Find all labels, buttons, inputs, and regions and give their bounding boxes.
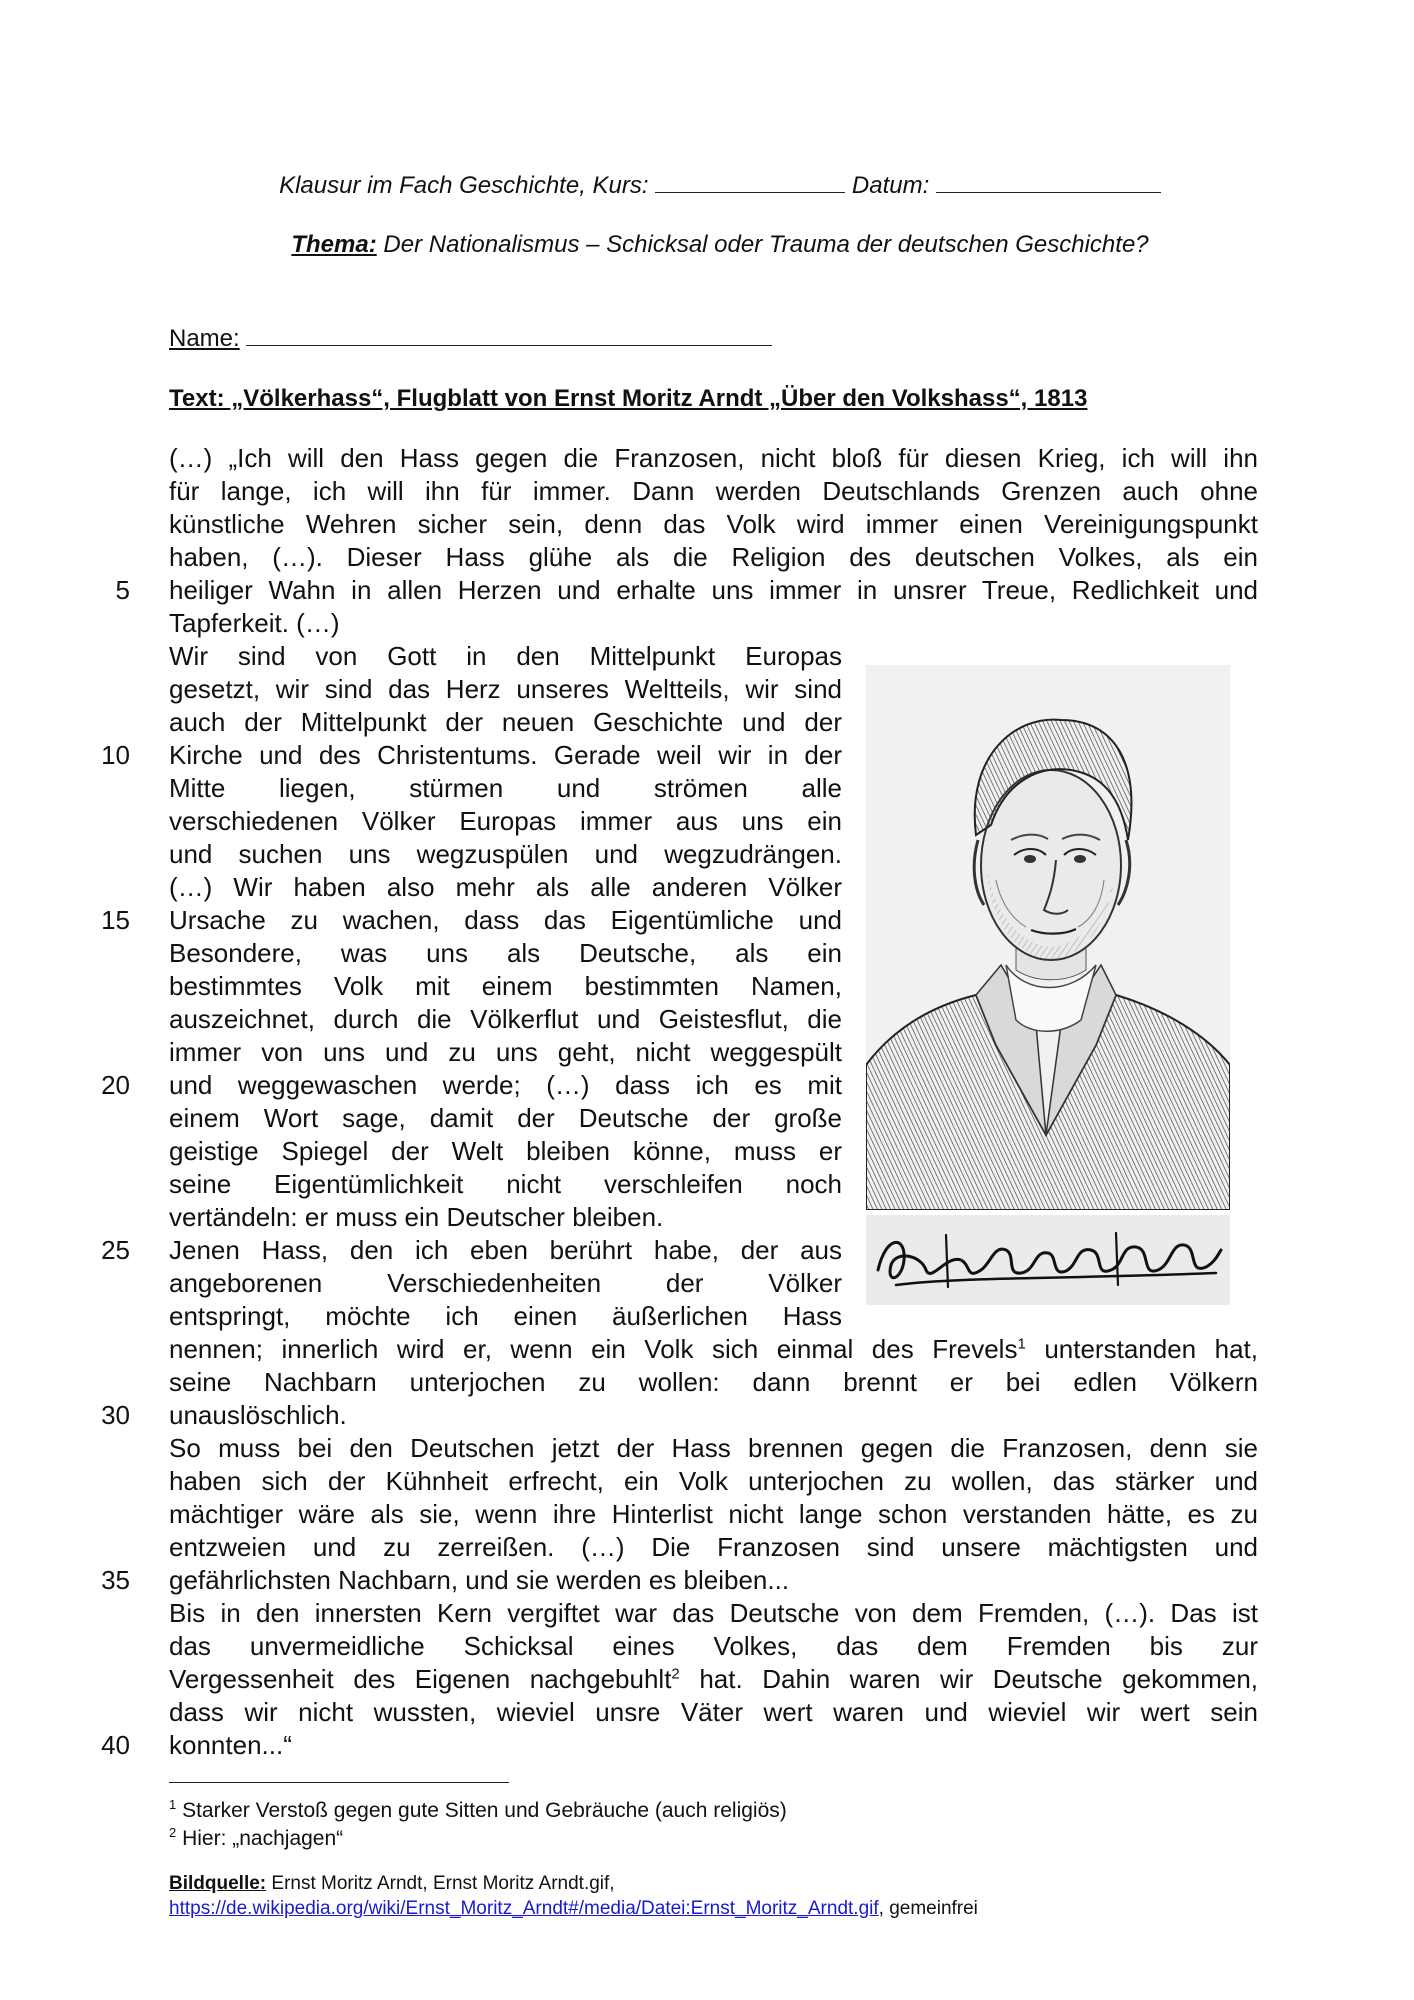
- text-line: Mitte liegen, stürmen und strömen alle: [169, 773, 842, 803]
- text-line: (…) Wir haben also mehr als alle anderen Völker: [169, 872, 842, 902]
- bildquelle-label: Bildquelle:: [169, 1873, 267, 1894]
- thema-line: [170, 230, 1270, 260]
- signature-icon: [866, 1215, 1230, 1305]
- text-line: heiliger Wahn in allen Herzen und erhalte uns immer in unsrer Treue, Redlichkeit und: [169, 575, 1258, 605]
- footnote-item: [169, 1797, 787, 1825]
- text-fragment: unterstanden hat,: [1044, 1334, 1258, 1364]
- text-line: gesetzt, wir sind das Herz unseres Weltteils, wir sind: [169, 674, 842, 704]
- text-line: einem Wort sage, damit der Deutsche der große: [169, 1103, 842, 1133]
- text-line: und suchen uns wegzuspülen und wegzudrängen.: [169, 839, 842, 869]
- name-label: Name:: [169, 325, 240, 352]
- bildquelle-text: Ernst Moritz Arndt, Ernst Moritz Arndt.gif,: [271, 1873, 615, 1894]
- text-fragment: Vergessenheit des Eigenen nachgebuhlt: [169, 1664, 672, 1694]
- text-line: Bis in den innersten Kern vergiftet war das Deutsche von dem Fremden, (…). Das ist: [169, 1598, 1258, 1628]
- text-line: haben sich der Kühnheit erfrecht, ein Volk unterjochen zu wollen, das stärker und: [169, 1466, 1258, 1496]
- bildquelle-link[interactable]: https://de.wikipedia.org/wiki/Ernst_Moritz_Arndt#/media/Datei:Ernst_Moritz_Arndt.gif: [169, 1898, 879, 1919]
- text-line: mächtiger wäre als sie, wenn ihre Hinterlist nicht lange schon verstanden hätte, es zu: [169, 1499, 1258, 1529]
- footnote-number: 1: [169, 1797, 177, 1812]
- footnote-ref[interactable]: 1: [1017, 1335, 1026, 1353]
- source-text-block-2: [169, 640, 842, 1333]
- text-line: entspringt, möchte ich einen äußerlichen Hass: [169, 1301, 842, 1331]
- line-number: 25: [101, 1235, 130, 1265]
- text-line: haben, (…). Dieser Hass glühe als die Religion des deutschen Volkes, als ein: [169, 542, 1258, 572]
- text-line: bestimmtes Volk mit einem bestimmten Namen,: [169, 971, 842, 1001]
- text-line: [169, 1333, 1258, 1366]
- line-number: 10: [101, 740, 130, 770]
- footnote-text: Starker Verstoß gegen gute Sitten und Gebräuche (auch religiös): [182, 1799, 787, 1822]
- portrait-engraving-icon: [866, 665, 1230, 1210]
- text-line: seine Eigentümlichkeit nicht verschleifen noch: [169, 1169, 842, 1199]
- line-number: 15: [101, 905, 130, 935]
- image-source: [169, 1871, 978, 1921]
- line-number: 5: [115, 575, 130, 605]
- text-line: für lange, ich will ihn für immer. Dann werden Deutschlands Grenzen auch ohne: [169, 476, 1258, 506]
- text-line: So muss bei den Deutschen jetzt der Hass brennen gegen die Franzosen, denn sie: [169, 1433, 1258, 1463]
- footnote-text: Hier: „nachjagen“: [182, 1827, 344, 1850]
- name-blank-field[interactable]: [246, 323, 772, 346]
- text-line: und weggewaschen werde; (…) dass ich es mit: [169, 1070, 842, 1100]
- text-line: auszeichnet, durch die Völkerflut und Geistesflut, die: [169, 1004, 842, 1034]
- text-line: Wir sind von Gott in den Mittelpunkt Europas: [169, 641, 842, 671]
- text-line: seine Nachbarn unterjochen zu wollen: dann brennt er bei edlen Völkern: [169, 1367, 1258, 1397]
- exam-header: [170, 170, 1270, 201]
- text-line: geistige Spiegel der Welt bleiben könne, muss er: [169, 1136, 842, 1166]
- text-line: Tapferkeit. (…): [169, 608, 340, 638]
- text-line: Ursache zu wachen, dass das Eigentümliche und: [169, 905, 842, 935]
- text-line: entzweien und zu zerreißen. (…) Die Franzosen sind unsere mächtigsten und: [169, 1532, 1258, 1562]
- text-line: Jenen Hass, den ich eben berührt habe, der aus: [169, 1235, 842, 1265]
- thema-text: Der Nationalismus – Schicksal oder Trauma der deutschen Geschichte?: [383, 231, 1149, 258]
- text-line: verschiedenen Völker Europas immer aus uns ein: [169, 806, 842, 836]
- text-line: Besondere, was uns als Deutsche, als ein: [169, 938, 842, 968]
- text-line: angeborenen Verschiedenheiten der Völker: [169, 1268, 842, 1298]
- text-line: auch der Mittelpunkt der neuen Geschichte und der: [169, 707, 842, 737]
- text-line: immer von uns und zu uns geht, nicht weggespült: [169, 1037, 842, 1067]
- text-line: (…) „Ich will den Hass gegen die Franzosen, nicht bloß für diesen Krieg, ich will ihn: [169, 443, 1258, 473]
- footnote-ref[interactable]: 2: [671, 1665, 680, 1683]
- footnote-item: [169, 1825, 787, 1853]
- text-line: dass wir nicht wussten, wieviel unsre Väter wert waren und wieviel wir wert sein: [169, 1697, 1258, 1727]
- source-text-block-1: [169, 442, 1258, 640]
- course-blank-field[interactable]: [655, 170, 845, 193]
- line-number: 40: [101, 1730, 130, 1760]
- footnote-separator: [169, 1782, 509, 1783]
- text-line: Kirche und des Christentums. Gerade weil wir in der: [169, 740, 842, 770]
- bildquelle-license: , gemeinfrei: [878, 1898, 978, 1919]
- text-line: künstliche Wehren sicher sein, denn das Volk wird immer einen Vereinigungspunkt: [169, 509, 1258, 539]
- text-line: gefährlichsten Nachbarn, und sie werden es bleiben...: [169, 1565, 790, 1595]
- line-number: 30: [101, 1400, 130, 1430]
- text-fragment: nennen; innerlich wird er, wenn ein Volk sich einmal des Frevels: [169, 1334, 1018, 1364]
- footnote-number: 2: [169, 1825, 177, 1840]
- text-fragment: hat. Dahin waren wir Deutsche gekommen,: [699, 1664, 1258, 1694]
- line-number: 35: [101, 1565, 130, 1595]
- date-blank-field[interactable]: [936, 170, 1161, 193]
- text-line: konnten...“: [169, 1730, 292, 1760]
- exam-prefix: Klausur im Fach Geschichte, Kurs:: [279, 172, 649, 199]
- source-text-block-3: [169, 1333, 1258, 1762]
- text-line: vertändeln: er muss ein Deutscher bleiben.: [169, 1202, 664, 1232]
- line-number: 20: [101, 1070, 130, 1100]
- date-label: Datum:: [851, 172, 930, 199]
- footnotes: [169, 1797, 787, 1853]
- text-line: [169, 1663, 1258, 1696]
- text-line: unauslöschlich.: [169, 1400, 347, 1430]
- text-title: Text: „Völkerhass“, Flugblatt von Ernst Moritz Arndt „Über den Volkshass“, 1813: [169, 385, 1088, 412]
- text-line: das unvermeidliche Schicksal eines Volkes, das dem Fremden bis zur: [169, 1631, 1258, 1661]
- name-line: [169, 323, 772, 354]
- thema-label: Thema:: [291, 231, 377, 258]
